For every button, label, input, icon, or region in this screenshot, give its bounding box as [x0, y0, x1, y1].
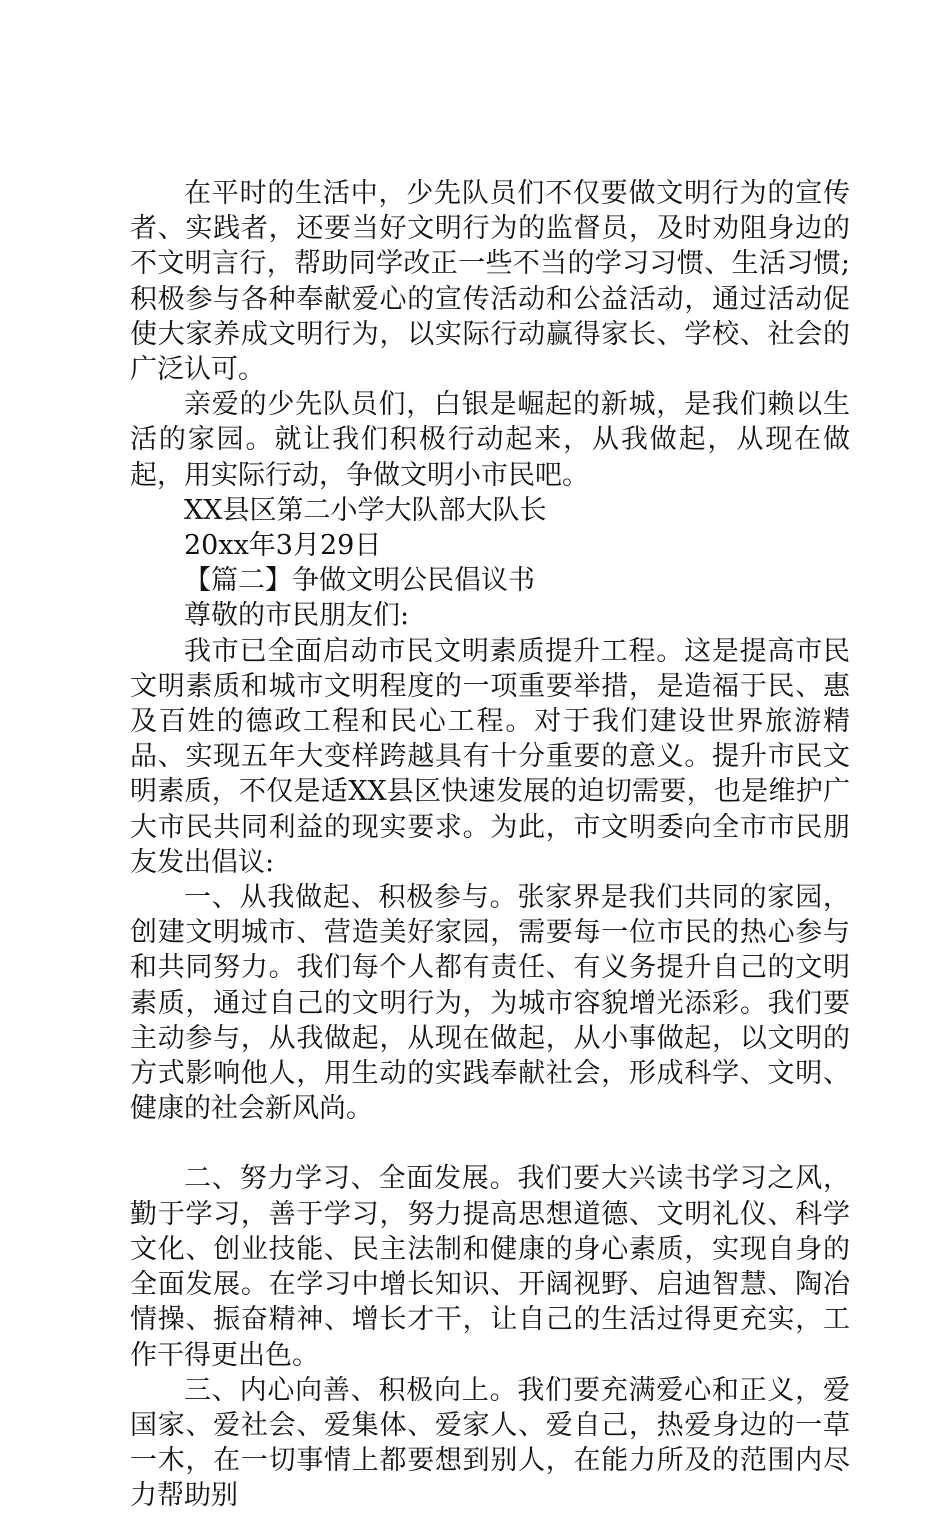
signature-date: 20xx年3月29日: [184, 530, 382, 562]
paragraph-civility-behavior: 在平时的生活中，少先队员们不仅要做文明行为的宣传者、实践者，还要当好文明行为的监督员，及时劝阻身边的不文明言行，帮助同学改正一些不当的学习习惯、生活习惯;积极参与各种奉献爱心的宣传活动和公益活动，通过活动促使大家养成文明行为，以实际行动赢得家长、学校、社会的广泛认可。: [130, 178, 850, 386]
salutation: 尊敬的市民朋友们:: [184, 600, 410, 632]
document-body: [130, 176, 850, 1514]
blank-line: [130, 1126, 850, 1161]
paragraph-point-three: 三、内心向善、积极向上。我们要充满爱心和正义，爱国家、爱社会、爱集体、爱家人、爱自己，热爱身边的一草一木，在一切事情上都要想到别人，在能力所及的范围内尽力帮助别: [130, 1374, 850, 1512]
section-title-part-two: 【篇二】争做文明公民倡议书: [184, 565, 535, 597]
signature-brigade: XX县区第二小学大队部大队长: [184, 494, 547, 526]
paragraph-project-intro: 我市已全面启动市民文明素质提升工程。这是提高市民文明素质和城市文明程度的一项重要举措，是造福于民、惠及百姓的德政工程和民心工程。对于我们建设世界旅游精品、实现五年大变样跨越具有十分重要的意义。提升市民文明素质，不仅是适XX县区快速发展的迫切需要，也是维护广大市民共同利益的现实要求。为此，市文明委向全市市民朋友发出倡议:: [130, 635, 850, 878]
paragraph-point-one: 一、从我做起、积极参与。张家界是我们共同的家园，创建文明城市、营造美好家园，需要每一位市民的热心参与和共同努力。我们每个人都有责任、有义务提升自己的文明素质，通过自己的文明行为，为城市容貌增光添彩。我们要主动参与，从我做起，从现在做起，从小事做起，以文明的方式影响他人，用生动的实践奉献社会，形成科学、文明、健康的社会新风尚。: [130, 882, 850, 1125]
paragraph-dear-pioneers: 亲爱的少先队员们，白银是崛起的新城，是我们赖以生活的家园。就让我们积极行动起来，从我做起，从现在做起，用实际行动，争做文明小市民吧。: [130, 389, 850, 491]
paragraph-point-two: 二、努力学习、全面发展。我们要大兴读书学习之风，勤于学习，善于学习，努力提高思想道德、文明礼仪、科学文化、创业技能、民主法制和健康的身心素质，实现自身的全面发展。在学习中增长知识、开阔视野、启迪智慧、陶冶情操、振奋精神、增长才干，让自己的生活过得更充实，工作干得更出色。: [130, 1163, 850, 1371]
